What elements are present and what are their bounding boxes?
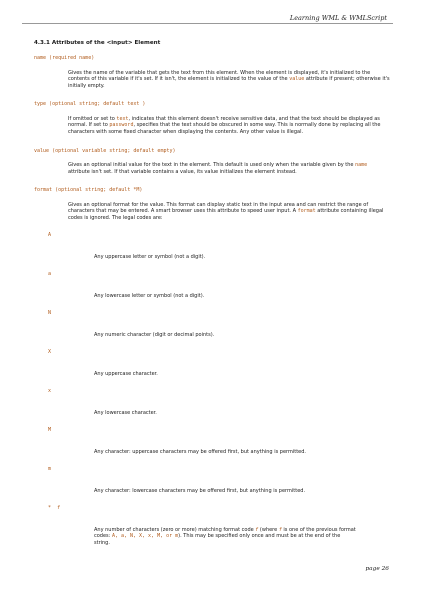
format-code-item — [48, 310, 390, 349]
format-code: M — [48, 426, 52, 433]
desc-format-text-1: Gives an optional format for the value. This format can display static text in the input area and can restrict the range of characters that may be entered. A smart browser uses this attribute to speed user input. A — [68, 201, 369, 215]
desc-type-code-2: password — [109, 122, 134, 129]
term-format — [34, 187, 390, 194]
format-code: N — [48, 309, 52, 316]
format-code: A — [48, 231, 52, 238]
format-code-desc: Any uppercase character. — [94, 370, 158, 377]
desc-type-text-2: , indicates that this element doesn't receive sensitive data, and that the text should be displayed as normal. If set to — [68, 115, 380, 129]
format-code-item — [48, 271, 390, 310]
repeat-desc-f-2: f — [278, 526, 282, 533]
desc-type — [68, 116, 390, 136]
repeat-desc-text-1: Any number of characters (zero or more) matching format code — [94, 526, 256, 533]
term-qualifier-value: (optional variable string; default empty) — [49, 147, 176, 154]
format-code: X — [48, 348, 52, 355]
term-code-format: format — [34, 187, 53, 194]
term-qualifier-type: (optional string; default — [46, 101, 128, 108]
format-code-item — [48, 349, 390, 388]
format-code-desc: Any lowercase character. — [94, 409, 157, 416]
term-code-value: value — [34, 147, 50, 154]
repeat-desc-text-4: ). This may be specified only once and must be at the end of the string. — [94, 533, 341, 546]
format-code-desc: Any numeric character (digit or decimal points). — [94, 331, 215, 338]
format-code-star: * — [48, 504, 52, 511]
section-title: 4.3.1 Attributes of the <input> Element — [34, 40, 161, 46]
format-code-item — [48, 427, 390, 466]
desc-format-text-2: attribute containing illegal codes is ignored. The legal codes are: — [68, 208, 384, 221]
format-code-repeat-desc — [94, 527, 356, 547]
header-rule — [22, 23, 393, 24]
format-code-item — [48, 232, 390, 271]
format-code-repeat — [48, 505, 390, 511]
desc-format — [68, 202, 390, 222]
format-code-desc: Any character: uppercase characters may be offered first, but anything is permitted. — [94, 448, 307, 455]
desc-name-text-1: Gives the name of the variable that gets the text from this element. When the element is displayed, it's initialized to the contents of this variable if it's set. If it isn't, the element is initialized to the value of the — [68, 69, 371, 83]
term-code-name: name — [34, 55, 47, 61]
desc-value-text-1: Gives an optional initial value for the text in the element. This default is used only when the variable given by the — [68, 162, 356, 169]
desc-name — [68, 70, 390, 90]
desc-format-code: format — [297, 208, 316, 215]
format-code-desc: Any character: lowercase characters may be offered first, but anything is permitted. — [94, 487, 306, 494]
desc-value-code: name — [355, 162, 368, 169]
term-end-format: ) — [139, 187, 143, 194]
repeat-desc-f-1: f — [255, 526, 259, 533]
term-end-type: ) — [139, 101, 146, 108]
term-value — [34, 148, 390, 155]
format-code: m — [48, 465, 52, 472]
desc-type-code-1: text — [116, 115, 129, 122]
term-code-type: type — [34, 101, 47, 108]
desc-name-text-2: attribute if present; otherwise it's initially empty. — [68, 76, 390, 89]
desc-value — [68, 162, 390, 175]
term-default-format: *M — [133, 187, 140, 194]
term-qualifier-format: (optional string; default — [52, 187, 134, 194]
page-number: page 26 — [365, 566, 389, 572]
desc-type-text-1: If omitted or set to — [68, 115, 117, 122]
term-default-type: text — [127, 101, 140, 108]
format-code-item — [48, 466, 390, 505]
format-code-list — [48, 232, 390, 547]
format-code-desc: Any lowercase letter or symbol (not a digit). — [94, 292, 205, 299]
format-code-item-repeat — [48, 505, 390, 547]
format-code-f: f — [57, 504, 61, 511]
running-header: Learning WML & WMLScript — [289, 14, 387, 22]
term-type — [34, 101, 390, 108]
desc-type-text-3: , specifies that the text should be obscured in some way. This is normally done by replacing all the characters with some fixed character when displaying the contents. Any other value is illegal. — [68, 122, 381, 135]
format-code-item — [48, 388, 390, 427]
desc-value-text-2: attribute isn't set. If that variable contains a value, its value initializes the element instead. — [68, 168, 297, 175]
format-code-desc: Any uppercase letter or symbol (not a digit). — [94, 253, 206, 260]
desc-name-code: value — [289, 76, 305, 83]
repeat-desc-text-2: (where — [258, 526, 279, 533]
repeat-desc-codes: A, a, N, X, x, M, or m — [111, 533, 179, 540]
term-name — [34, 55, 390, 62]
page-content — [34, 40, 390, 546]
format-code: a — [48, 270, 52, 277]
repeat-desc-text-3: is one of the previous format codes: — [94, 526, 356, 540]
term-qualifier-name: (required name) — [46, 55, 95, 61]
format-code: x — [48, 387, 52, 394]
